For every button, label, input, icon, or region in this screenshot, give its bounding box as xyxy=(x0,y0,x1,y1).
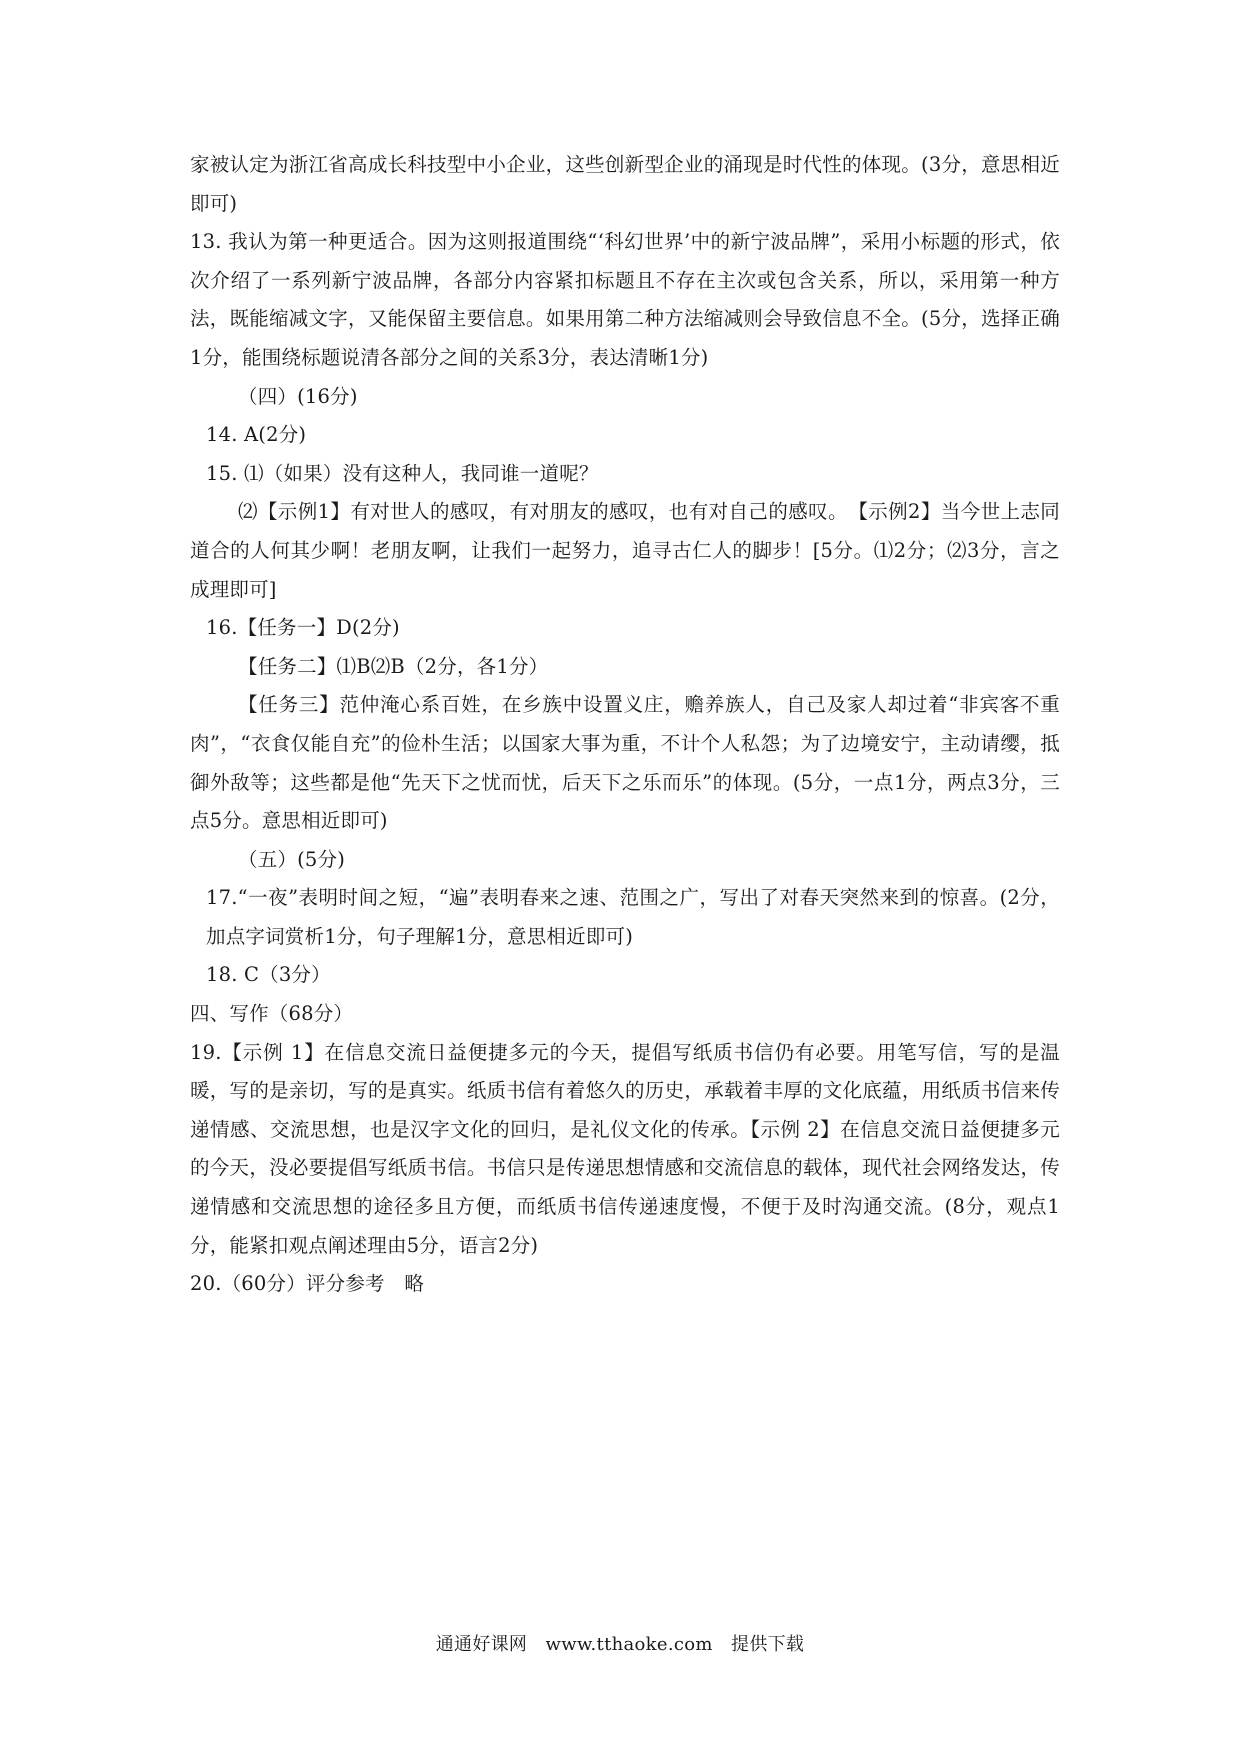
answer-17: 17.“一夜”表明时间之短，“遍”表明春来之速、范围之广，写出了对春天突然来到的惊喜。(2分，加点字词赏析1分，句子理解1分，意思相近即可) xyxy=(206,886,1060,948)
answer-16-task2: 【任务二】⑴B⑵B（2分，各1分） xyxy=(238,654,549,678)
writing-section-heading: 四、写作（68分） xyxy=(190,1002,354,1026)
answer-18: 18. C（3分） xyxy=(206,963,331,987)
answer-16-task1: 16.【任务一】D(2分) xyxy=(206,616,400,640)
answer-15-1: 15. ⑴（如果）没有这种人，我同谁一道呢？ xyxy=(206,461,599,485)
answer-key-body xyxy=(190,146,1060,1304)
answer-line-12-cont: 家被认定为浙江省高成长科技型中小企业，这些创新型企业的涌现是时代性的体现。(3分，意思相近即可) xyxy=(190,153,1060,215)
section-5-heading: （五）(5分) xyxy=(238,847,346,871)
page-footer: 通通好课网 www.tthaoke.com 提供下载 xyxy=(435,1634,805,1655)
answer-13: 13. 我认为第一种更适合。因为这则报道围绕“‘科幻世界’中的新宁波品牌”，采用小标题的形式，依次介绍了一系列新宁波品牌，各部分内容紧扣标题且不存在主次或包含关系，所以，采用第一种方法，既能缩减文字，又能保留主要信息。如果用第二种方法缩减则会导致信息不全。(5分，选择正确1分，能围绕标题说清各部分之间的关系3分，表达清晰1分) xyxy=(190,230,1060,369)
section-4-heading: （四）(16分) xyxy=(238,384,358,408)
answer-20: 20.（60分）评分参考 略 xyxy=(190,1272,425,1296)
answer-15-2: ⑵【示例1】有对世人的感叹，有对朋友的感叹，也有对自己的感叹。 【示例2】当今世上志同道合的人何其少啊！老朋友啊，让我们一起努力，追寻古仁人的脚步！[5分。⑴2分；⑵3分，言之成理即可] xyxy=(190,500,1060,601)
answer-19: 19.【示例 1】在信息交流日益便捷多元的今天，提倡写纸质书信仍有必要。用笔写信，写的是温暖，写的是亲切，写的是真实。纸质书信有着悠久的历史，承载着丰厚的文化底蕴，用纸质书信来传递情感、交流思想，也是汉字文化的回归，是礼仪文化的传承。【示例 2】在信息交流日益便捷多元的今天，没必要提倡写纸质书信。书信只是传递思想情感和交流信息的载体，现代社会网络发达，传递情感和交流思想的途径多且方便，而纸质书信传递速度慢，不便于及时沟通交流。(8分，观点1分，能紧扣观点阐述理由5分，语言2分) xyxy=(190,1040,1060,1257)
answer-16-task3: 【任务三】范仲淹心系百姓，在乡族中设置义庄，赡养族人，自己及家人却过着“非宾客不重肉”，“衣食仅能自充”的俭朴生活；以国家大事为重，不计个人私怨；为了边境安宁，主动请缨，抵御外敌等；这些都是他“先天下之忧而忧，后天下之乐而乐”的体现。(5分，一点1分，两点3分，三点5分。意思相近即可) xyxy=(190,693,1060,833)
answer-14: 14. A(2分) xyxy=(206,423,307,447)
